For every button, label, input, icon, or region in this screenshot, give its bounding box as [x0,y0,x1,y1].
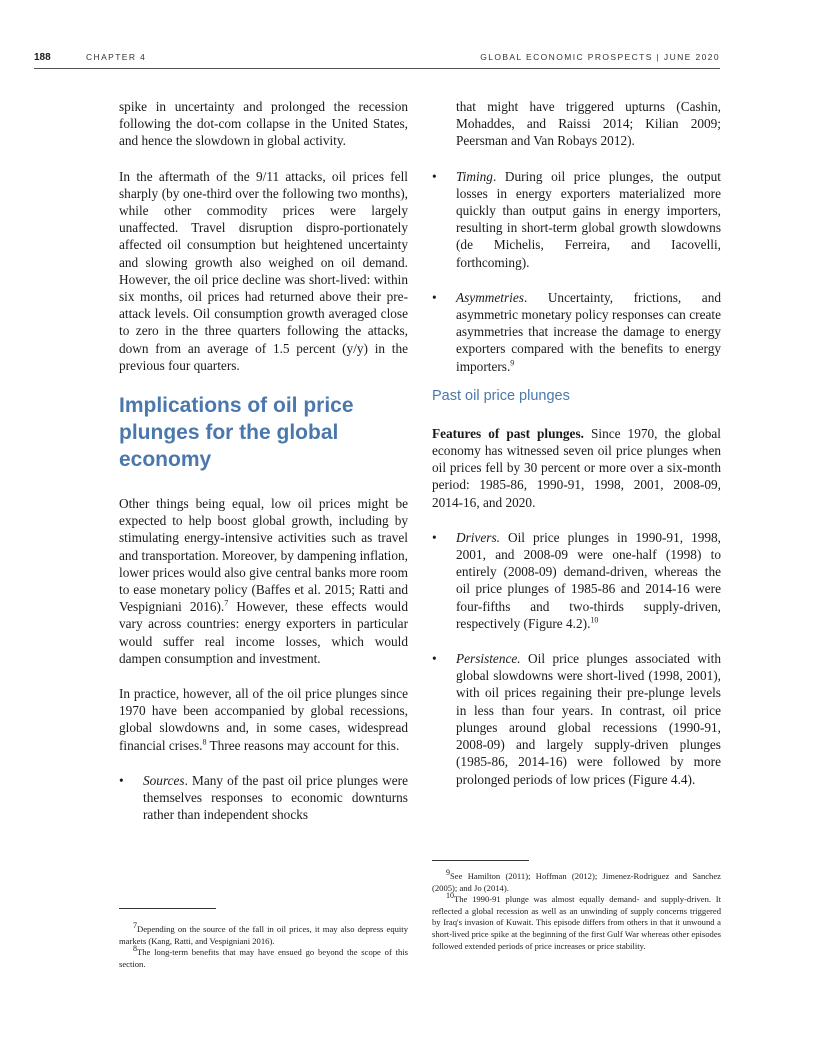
footnote-ref[interactable]: 9 [510,358,515,368]
footnote: $^9$See Hamilton (2011); Hoffman (2012); Jimenez-Rodriguez and Sanchez (2005); and Jo (2014). [432,868,721,893]
footnote: $^{10}$The 1990-91 plunge was almost equally demand- and supply-driven. It reflected a global recession as well as an unwinding of supply concerns triggered by Iraq's invasion of Kuwait. This episode differs from others in that it unwound a short-lived price spike at the beginning of the first Gulf War whereas other episodes followed extended periods of price increases or price stability. [432,891,721,951]
bullet-list [119,772,408,824]
bullet-icon: • [119,772,124,788]
list-item: • Timing. During oil price plunges, the output losses in energy exporters materialized more quickly than output gains in energy importers, resulting in short-term global growth slowdowns (de Michelis, Ferreira, and Iacovelli, forthcoming). [432,168,721,270]
bullet-icon: • [432,651,437,667]
paragraph: In the aftermath of the 9/11 attacks, oil prices fell sharply (by one-third over the following two months), while other commodity prices were largely unaffected. Travel disruption dispro-portionately affected oil consumption but heightened uncertainty and slowing growth also weighed on oil demand. However, the oil price decline was short-lived: within six months, oil prices had returned above their pre-attack levels. Oil consumption growth averaged close to zero in the three quarters following the attacks, down from an average of 1.5 percent (y/y) in the previous four quarters. [119,168,408,373]
publication-title: GLOBAL ECONOMIC PROSPECTS | JUNE 2020 [480,52,720,62]
footnote-ref[interactable]: 8 [202,737,207,747]
paragraph: spike in uncertainty and prolonged the recession following the dot-com collapse in the United States, and hence the slowdown in global activity. [119,99,408,149]
paragraph: Other things being equal, low oil prices might be expected to help boost global growth, including by stimulating energy-intensive activities such as travel and transportation. Moreover, by dampening inflation, lower prices would also give central banks more room to ease monetary policy (Baffes et al. 2015; Ratti and Vespigniani 2016).$^7$ However, these effects would vary across countries: energy exporters in particular would suffer real income losses, which would dampen consumption and investment. [119,496,408,666]
page-number: 188 [34,52,51,63]
footnotes-left [119,921,408,970]
bullet-icon: • [432,289,437,305]
bullet-list [432,168,721,375]
bullet-icon: • [432,168,437,184]
chapter-label: CHAPTER 4 [86,52,147,62]
footnote: $^7$Depending on the source of the fall in oil prices, it may also depress equity markets (Kang, Ratti, and Vespigniani 2016). [119,921,408,946]
footnote-ref[interactable]: 7 [224,598,229,608]
list-item: • Sources. Many of the past oil price plunges were themselves responses to economic downturns rather than independent shocks [119,772,408,823]
left-column [119,98,408,842]
footnotes-right [432,868,721,952]
footnote-divider [432,860,529,861]
page-header [34,50,720,69]
bullet-list [432,529,721,788]
bullet-icon: • [432,529,437,545]
footnote: $^8$The long-term benefits that may have ensued go beyond the scope of this section. [119,944,408,969]
list-item: • Drivers. Oil price plunges in 1990-91, 1998, 2001, and 2008-09 were one-half (1998) to entirely (2008-09) demand-driven, whereas the oil price plunges of 1985-86 and 2014-16 were four-fifths and two-thirds supply-driven, respectively (Figure 4.2).$^{10}$ [432,529,721,631]
footnote-ref[interactable]: 10 [590,615,599,625]
paragraph: that might have triggered upturns (Cashin, Mohaddes, and Raissi 2014; Kilian 2009; Peersman and Van Robays 2012). [456,99,721,149]
section-heading: Implications of oil price plunges for the global economy [119,394,354,472]
list-item: • Asymmetries. Uncertainty, frictions, and asymmetric monetary policy responses can create asymmetries that increase the damage to energy exporters compared with the benefits to energy importers.$^9$ [432,289,721,374]
footnote-divider [119,908,216,909]
paragraph: Features of past plunges. Since 1970, the global economy has witnessed seven oil price plunges when oil prices fell by 30 percent or more over a six-month period: 1985-86, 1990-91, 1998, 2001, 2008-09, 2014-16, and 2020. [432,425,721,510]
paragraph: In practice, however, all of the oil price plunges since 1970 have been accompanied by global recessions, global slowdowns and, in some cases, widespread financial crises.$^8$ Three reasons may account for this. [119,686,408,753]
right-column [432,98,721,806]
subsection-heading: Past oil price plunges [432,387,570,404]
list-item: • Persistence. Oil price plunges associated with global slowdowns were short-lived (1998, 2001), with oil prices regaining their pre-plunge levels in less than four years. In contrast, oil price plunges around global recessions (1990-91, 2008-09) and largely supply-driven plunges (1985-86, 2014-16) were followed by more prolonged periods of low prices (Figure 4.4). [432,651,721,787]
